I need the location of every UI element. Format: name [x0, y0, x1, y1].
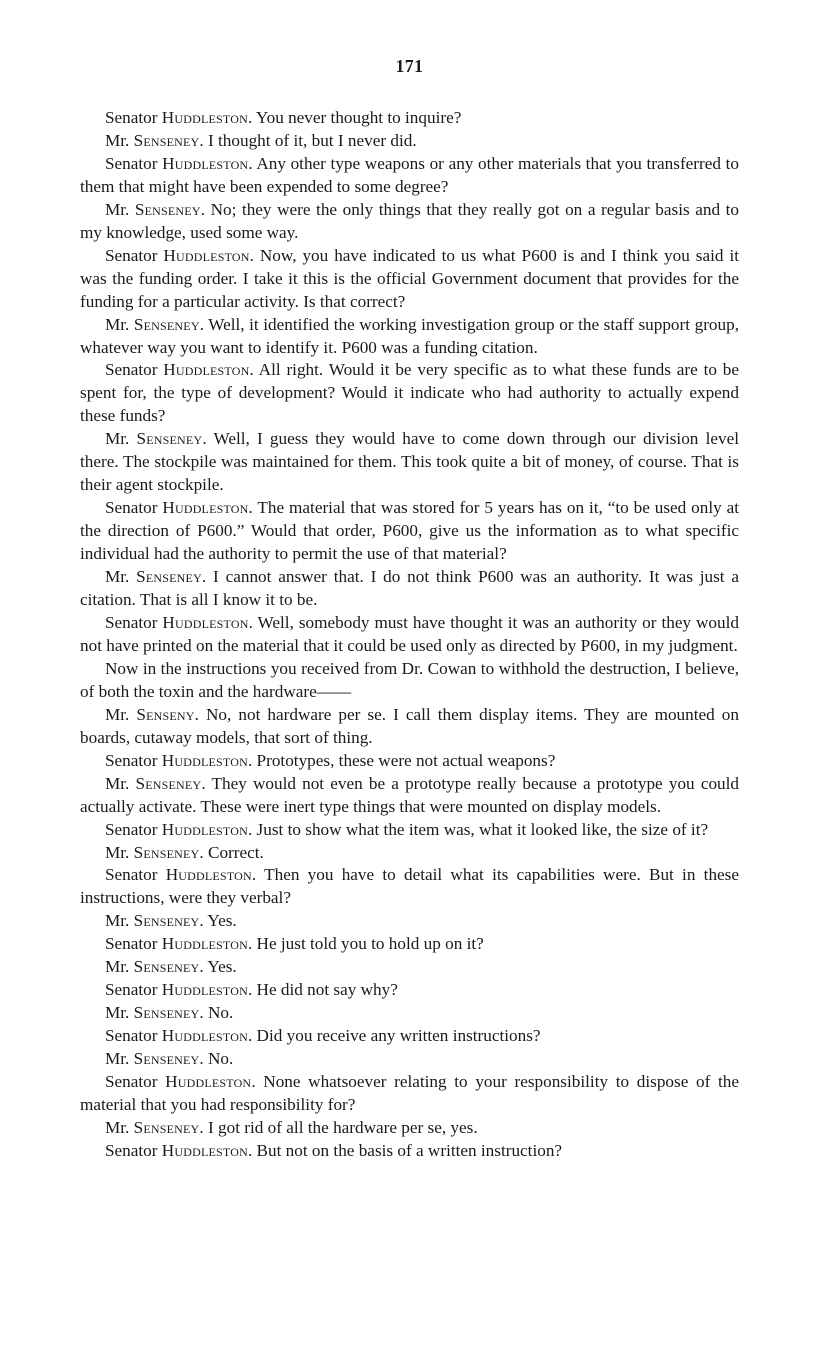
speaker-name: Huddleston: [163, 245, 250, 265]
speaker-name: Senseney: [135, 773, 202, 793]
transcript-paragraph: Mr. Senseny. No, not hardware per se. I call them display items. They are mounted on boards, cutaway models, that sort of thing.: [80, 704, 739, 747]
speaker-name: Senseney: [134, 199, 201, 219]
speaker-name: Senseney: [136, 429, 203, 449]
speaker-name: Huddleston: [165, 865, 252, 885]
transcript-paragraph: Senator Huddleston. Just to show what the item was, what it looked like, the size of it?: [104, 819, 709, 839]
transcript-paragraph: Senator Huddleston. All right. Would it be very specific as to what these funds are to be spent for, the type of development? Would it indicate who had authority to actually expend these funds?: [80, 360, 739, 426]
speaker-name: Huddleston: [161, 819, 248, 839]
transcript-paragraph: Mr. Senseney. I cannot answer that. I do not think P600 was an authority. It was just a citation. That is all I know it to be.: [80, 567, 739, 610]
speaker-name: Huddleston: [165, 1072, 252, 1092]
speaker-name: Senseney: [133, 314, 200, 334]
transcript-paragraph: Mr. Senseney. Yes.: [104, 957, 237, 977]
transcript-paragraph: Senator Huddleston. Prototypes, these were not actual weapons?: [104, 750, 556, 770]
speaker-name: Huddleston: [161, 1026, 248, 1046]
transcript-paragraph: Senator Huddleston. Now, you have indicated to us what P600 is and I think you said it was the funding order. I take it this is the official Government document that provides for the funding for a particular activity. Is that correct?: [80, 245, 739, 311]
speaker-name: Senseney: [133, 842, 200, 862]
speaker-name: Senseney: [136, 567, 202, 587]
transcript-paragraph: Mr. Senseney. I thought of it, but I never did.: [104, 130, 417, 150]
transcript-paragraph: Mr. Senseney. Well, I guess they would have to come down through our division level there. The stockpile was maintained for them. This took quite a bit of money, of course. That is their agent stockpile.: [80, 429, 739, 495]
transcript-paragraph: Mr. Senseney. No.: [104, 1049, 234, 1069]
speaker-name: Huddleston: [162, 612, 249, 632]
transcript-paragraph: Senator Huddleston. You never thought to inquire?: [104, 108, 462, 127]
transcript-paragraph: Senator Huddleston. He just told you to hold up on it?: [104, 934, 484, 954]
speaker-name: Senseny: [136, 704, 195, 724]
transcript-paragraph: Senator Huddleston. Any other type weapons or any other materials that you transferred to them that might have been expended to some degree?: [80, 153, 739, 196]
speaker-name: Senseney: [133, 957, 200, 977]
transcript-paragraph: Mr. Senseney. Well, it identified the working investigation group or the staff support group, whatever way you want to identify it. P600 was a funding citation.: [80, 314, 739, 357]
speaker-name: Senseney: [133, 911, 200, 931]
speaker-name: Huddleston: [163, 360, 250, 380]
transcript-paragraph: Senator Huddleston. But not on the basis of a written instruction?: [104, 1140, 563, 1160]
speaker-name: Senseney: [133, 1049, 200, 1069]
transcript-paragraph: Mr. Senseney. I got rid of all the hardware per se, yes.: [104, 1117, 478, 1137]
transcript-paragraph: Now in the instructions you received from Dr. Cowan to withhold the destruction, I believe, of both the toxin and the hardware——: [80, 658, 739, 701]
transcript-paragraph: Senator Huddleston. The material that was stored for 5 years has on it, “to be used only at the direction of P600.” Would that order, P600, give us the information as to what specific individual had the authority to permit the use of that material?: [80, 498, 739, 564]
transcript-paragraph: Senator Huddleston. Did you receive any written instructions?: [104, 1026, 541, 1046]
transcript-paragraph: Senator Huddleston. He did not say why?: [104, 980, 398, 1000]
transcript-paragraph: Mr. Senseney. Correct.: [104, 842, 264, 862]
transcript-paragraph: Mr. Senseney. No.: [104, 1003, 234, 1023]
transcript-paragraph: Senator Huddleston. Then you have to detail what its capabilities were. But in these instructions, were they verbal?: [80, 865, 739, 908]
speaker-name: Senseney: [133, 1003, 200, 1023]
speaker-name: Huddleston: [162, 498, 249, 518]
transcript-paragraph: Mr. Senseney. No; they were the only things that they really got on a regular basis and to my knowledge, used some way.: [80, 199, 739, 242]
speaker-name: Huddleston: [161, 934, 248, 954]
speaker-name: Senseney: [133, 1117, 200, 1137]
transcript-body: [80, 107, 739, 1163]
transcript-paragraph: Senator Huddleston. Well, somebody must have thought it was an authority or they would not have printed on the material that it could be used only as directed by P600, in my judgment.: [80, 612, 739, 655]
speaker-name: Huddleston: [161, 980, 248, 1000]
transcript-paragraph: Senator Huddleston. None whatsoever relating to your responsibility to dispose of the material that you had responsibility for?: [80, 1072, 739, 1114]
speaker-name: Huddleston: [161, 750, 248, 770]
speaker-name: Huddleston: [161, 1140, 248, 1160]
speaker-name: Huddleston: [162, 153, 249, 173]
transcript-paragraph: Mr. Senseney. Yes.: [104, 911, 237, 931]
speaker-name: Huddleston: [161, 108, 248, 127]
speaker-name: Senseney: [133, 130, 200, 150]
page-number: 171: [395, 56, 424, 76]
transcript-paragraph: Mr. Senseney. They would not even be a prototype really because a prototype you could actually activate. These were inert type things that were mounted on display models.: [80, 773, 740, 816]
